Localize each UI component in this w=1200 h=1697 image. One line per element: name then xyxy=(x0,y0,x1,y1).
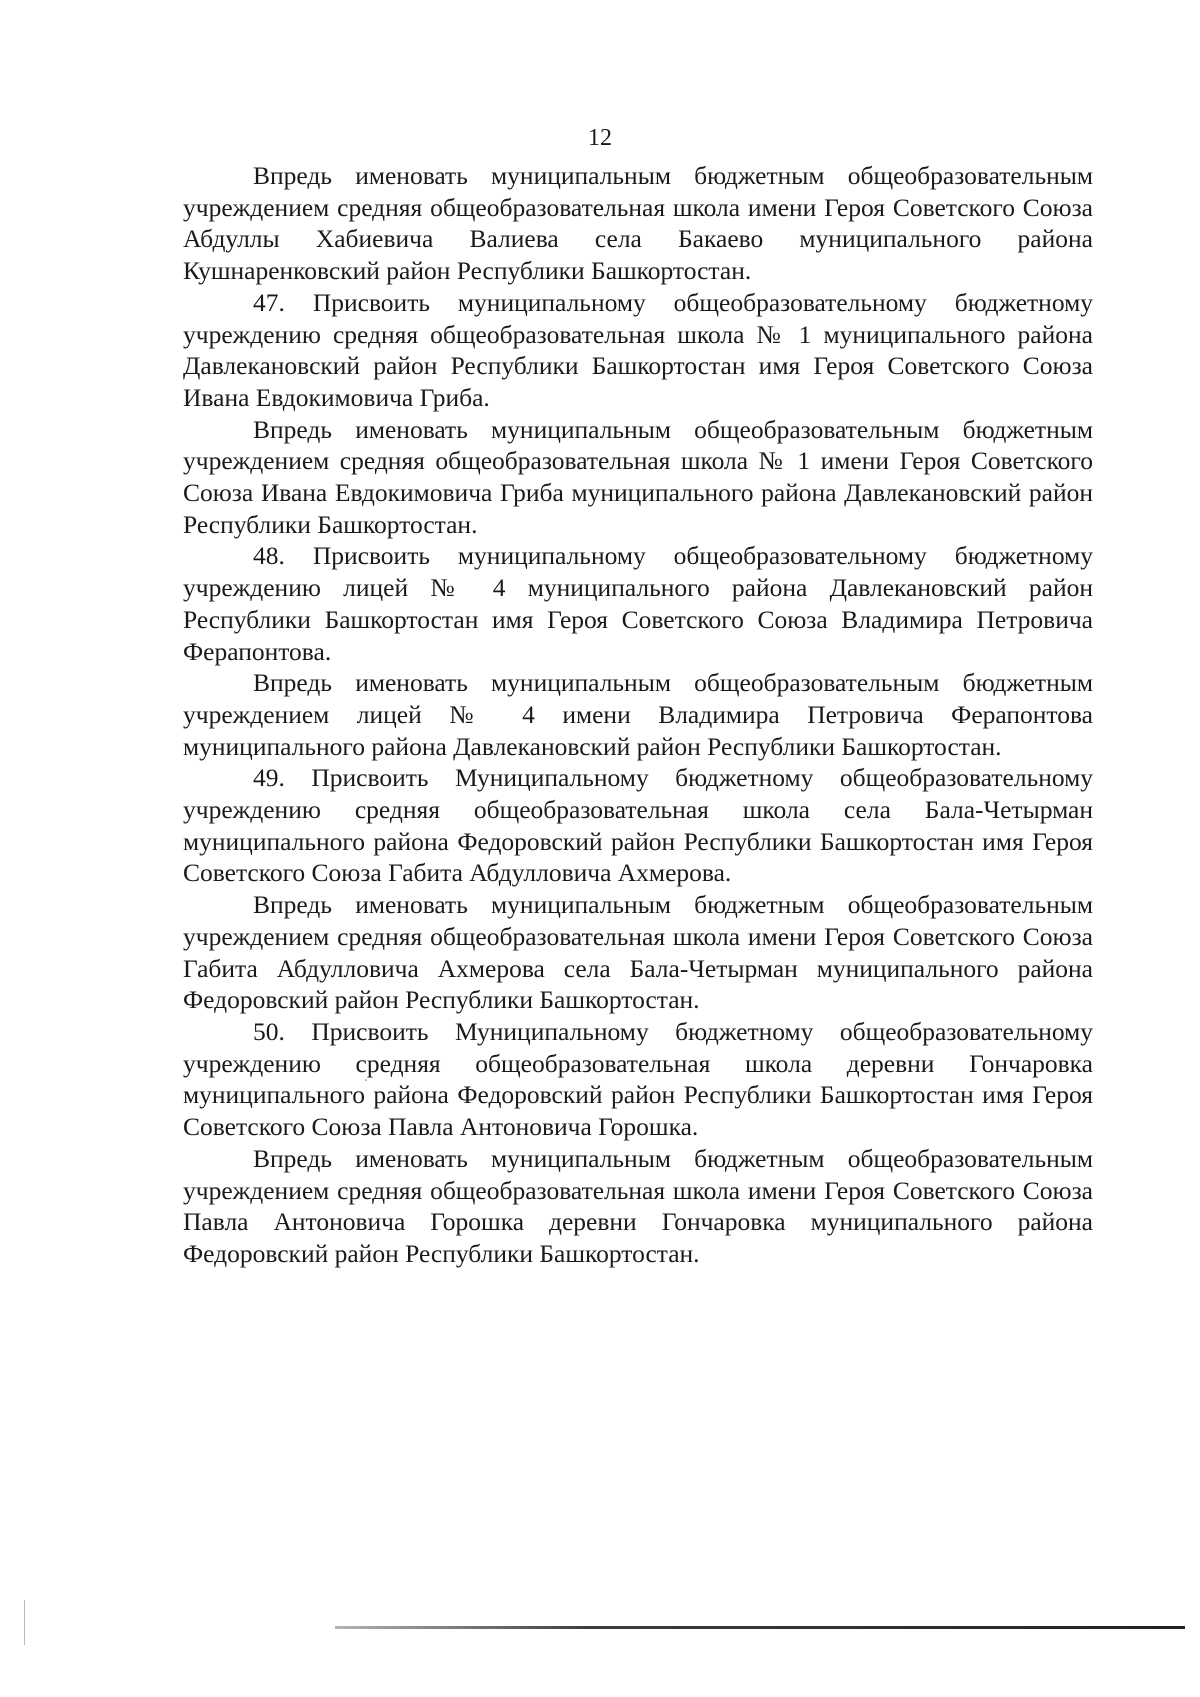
paragraph-item-48: 48. Присвоить муниципальному общеобразовательному бюджетному учреждению лицей № 4 муниципального района Давлекановский район Республики Башкортостан имя Героя Советского Союза Владимира Петровича Ферапонтова. xyxy=(183,541,1093,666)
document-body xyxy=(183,160,1093,1270)
paragraph-rename-ferapontov-lyceum: Впредь именовать муниципальным общеобразовательным бюджетным учреждением лицей № 4 имени Владимира Петровича Ферапонтова муниципального района Давлекановский район Республики Башкортостан. xyxy=(183,668,1093,761)
paragraph-rename-goroshko-school: Впредь именовать муниципальным бюджетным общеобразовательным учреждением средняя общеобразовательная школа имени Героя Советского Союза Павла Антоновича Горошка деревни Гончаровка муниципального района Федоровский район Республики Башкортостан. xyxy=(183,1143,1093,1268)
page-number: 12 xyxy=(588,125,612,151)
paragraph-rename-griba-school: Впредь именовать муниципальным общеобразовательным бюджетным учреждением средняя общеобразовательная школа № 1 имени Героя Советского Союза Ивана Евдокимовича Гриба муниципального района Давлекановский район Республики Башкортостан. xyxy=(183,414,1093,539)
paragraph-item-50: 50. Присвоить Муниципальному бюджетному общеобразовательному учреждению средняя общеобразовательная школа деревни Гончаровка муниципального района Федоровский район Республики Башкортостан имя Героя Советского Союза Павла Антоновича Горошка. xyxy=(183,1016,1093,1142)
scan-speck xyxy=(365,1079,367,1081)
paragraph-item-47: 47. Присвоить муниципальному общеобразовательному бюджетному учреждению средняя общеобразовательная школа № 1 муниципального района Давлекановский район Республики Башкортостан имя Героя Советского Союза Ивана Евдокимовича Гриба. xyxy=(183,287,1093,412)
paragraph-item-49: 49. Присвоить Муниципальному бюджетному общеобразовательному учреждению средняя общеобразовательная школа села Бала-Четырман муниципального района Федоровский район Республики Башкортостан имя Героя Советского Союза Габита Абдулловича Ахмерова. xyxy=(183,763,1093,888)
paragraph-rename-valiev-school: Впредь именовать муниципальным бюджетным общеобразовательным учреждением средняя общеобразовательная школа имени Героя Советского Союза Абдуллы Хабиевича Валиева села Бакаево муниципального района Кушнаренковский район Республики Башкортостан. xyxy=(183,161,1093,286)
scan-edge-mark xyxy=(24,1600,25,1645)
paragraph-rename-akhmerov-school: Впредь именовать муниципальным бюджетным общеобразовательным учреждением средняя общеобразовательная школа имени Героя Советского Союза Габита Абдулловича Ахмерова села Бала-Четырман муниципального района Федоровский район Республики Башкортостан. xyxy=(183,890,1093,1015)
scan-bottom-rule xyxy=(335,1626,1185,1629)
